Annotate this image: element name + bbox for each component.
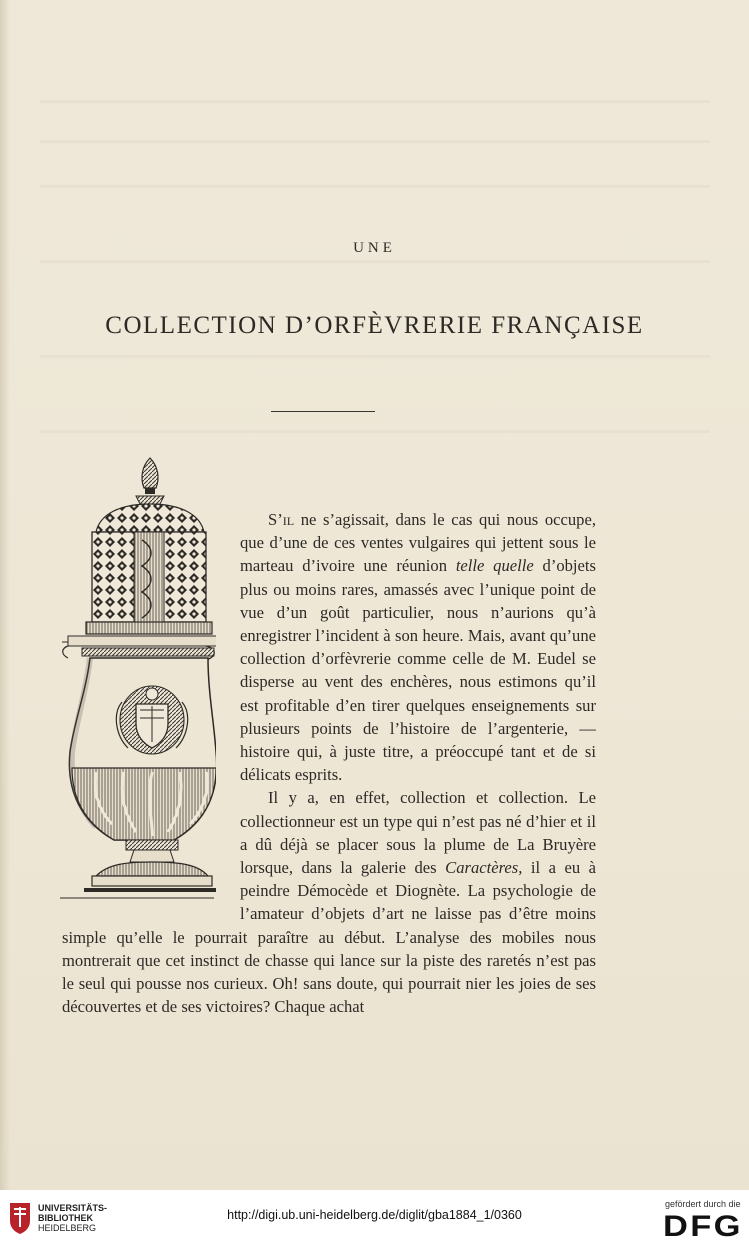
permalink-url[interactable]: http://digi.ub.uni-heidelberg.de/diglit/gba1884_1/0360 [227, 1208, 522, 1222]
page-title: COLLECTION D’ORFÈVRERIE FRANÇAISE [105, 312, 644, 339]
dfg-logo: DFG [663, 1210, 743, 1243]
drop-cap: S’il [268, 510, 295, 529]
library-name: UNIVERSITÄTS- BIBLIOTHEK HEIDELBERG [38, 1203, 108, 1233]
bleed-through-line [40, 185, 710, 188]
funder-caption: gefördert durch die [665, 1199, 741, 1209]
bleed-through-line [40, 140, 710, 143]
paragraph-1-text: ne s’agissait, dans le cas qui nous occupe, que d’une de ces ventes vulgaires qui jettent sous le marteau d’ivoire une réunion [240, 510, 596, 576]
paragraph-2-text: Il y a, en effet, collection et collection. Le collectionneur est un type qui n’est pas né d’hier et il a dû déjà se placer sous la plume de La Bruyère lorsque, dans la galerie des [240, 788, 596, 878]
bleed-through-line [40, 260, 710, 263]
figure-space [62, 508, 240, 908]
title-divider [271, 411, 375, 412]
bleed-through-line [40, 100, 710, 103]
article-body [62, 508, 596, 1018]
paragraph-2-text: il a eu à peindre Démocède et Diognète. La psychologie de l’amateur d’objets d’art ne laisse pas d’être moins simple qu’elle le pourrait paraître au début. L’analyse des mobiles nous montrerait que cet instinct de chasse qui lance sur la piste des raretés n’est pas le seul qui pousse nos curieux. Oh! sans doute, qui pourrait nier les joies de ses découvertes et de ses victoires? Chaque achat [62, 858, 596, 1017]
italic-phrase: telle quelle [455, 556, 534, 576]
italic-title: Caractères, [445, 858, 523, 878]
bleed-through-line [40, 355, 710, 358]
bleed-through-line [40, 430, 710, 433]
pre-title: UNE [353, 240, 396, 256]
paragraph-1-text: d’objets plus ou moins rares, amassés avec l’unique point de vue d’un goût particulier, nous n’aurions qu’à enregistrer l’incident à son heure. Mais, avant qu’une collection d’orfèvrerie comme celle de M. Eudel se disperse au vent des enchères, nous estimons qu’il est profitable d’en tirer quelques enseignements sur plusieurs points de l’histoire de l’argenterie, — histoire qui, à juste titre, a préoccupé tant et de si délicats esprits. [240, 556, 596, 785]
